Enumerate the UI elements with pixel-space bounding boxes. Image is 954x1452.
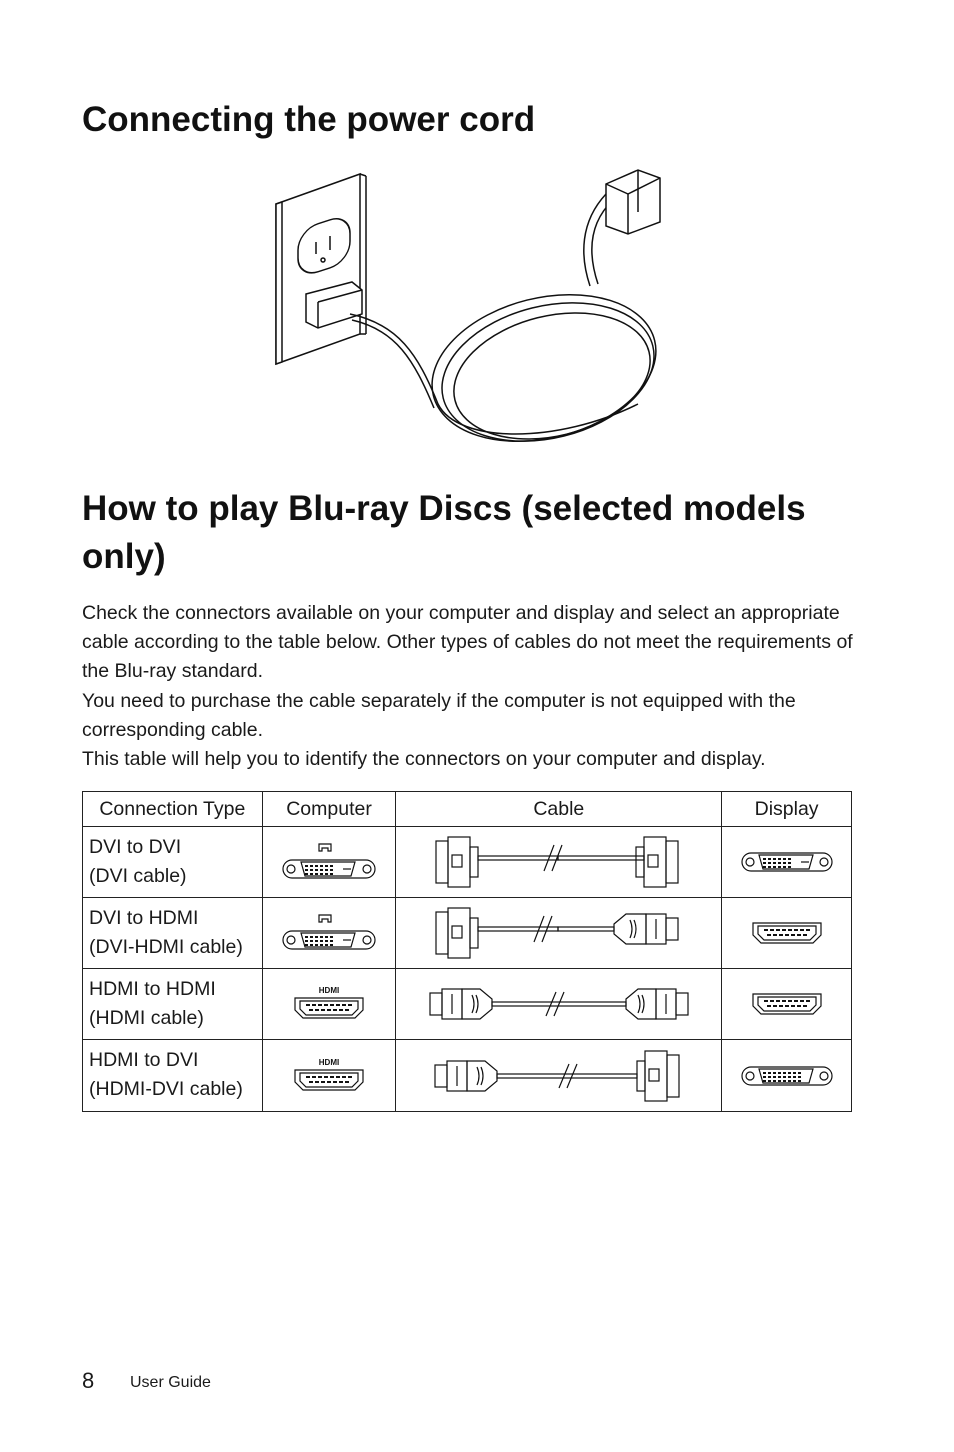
header-computer: Computer [262,792,396,827]
cable-name: (HDMI-DVI cable) [89,1078,243,1100]
cable-name: (DVI-HDMI cable) [89,936,243,958]
dvi-port-icon [741,1065,833,1087]
computer-connector-cell [262,1040,396,1112]
intro-paragraphs [82,599,872,774]
connection-name: DVI to HDMI [89,907,199,929]
paragraph: This table will help you to identify the connectors on your computer and display. [82,748,766,771]
power-cord-illustration [268,164,668,464]
dvi-port-icon [281,911,377,955]
cable-cell [396,898,722,969]
header-display: Display [722,792,852,827]
display-connector-cell [722,969,852,1040]
hdmi-dvi-cable-icon [433,1047,685,1105]
header-cable: Cable [396,792,722,827]
hdmi-hdmi-cable-icon [428,984,690,1024]
display-connector-cell [722,1040,852,1112]
page-number: 8 [82,1368,95,1393]
hdmi-port-icon [293,984,365,1024]
hdmi-logo: HDMI [318,1057,340,1067]
footer-title: User Guide [130,1374,211,1391]
hdmi-port-icon [293,1056,365,1096]
dvi-dvi-cable-icon [434,833,684,891]
cable-cell [396,827,722,898]
connection-type-cell [83,969,263,1040]
table-row [83,1040,852,1112]
hdmi-logo: HDMI [318,986,340,995]
dvi-hdmi-cable-icon [434,904,684,962]
display-connector-cell [722,898,852,969]
cable-cell [396,969,722,1040]
table-header-row [83,792,852,827]
paragraph: Check the connectors available on your computer and display and select an appropriate cable according to the table below. Other types of cables do not meet the requirements of the Blu-ray standard. [82,602,853,683]
connection-type-cell [83,898,263,969]
hdmi-port-icon [752,921,822,945]
computer-connector-cell [262,969,396,1040]
cable-name: (DVI cable) [89,865,187,887]
section-title-blu-ray: How to play Blu-ray Discs (selected models only) [82,489,806,576]
connection-name: HDMI to HDMI [89,978,216,1000]
table-row [83,969,852,1040]
paragraph: You need to purchase the cable separately if the computer is not equipped with the corresponding cable. [82,689,796,741]
display-connector-cell [722,827,852,898]
dvi-port-icon [741,851,833,873]
dvi-port-icon [281,840,377,884]
connection-name: HDMI to DVI [89,1049,199,1071]
hdmi-port-icon [752,992,822,1016]
connection-name: DVI to DVI [89,836,182,858]
computer-connector-cell [262,827,396,898]
table-row [83,827,852,898]
connection-type-cell [83,827,263,898]
cable-name: (HDMI cable) [89,1007,204,1029]
connector-table [82,791,852,1112]
cable-cell [396,1040,722,1112]
connection-type-cell [83,1040,263,1112]
section-title-power-cord: Connecting the power cord [82,100,536,139]
table-row [83,898,852,969]
header-connection-type: Connection Type [83,792,263,827]
computer-connector-cell [262,898,396,969]
